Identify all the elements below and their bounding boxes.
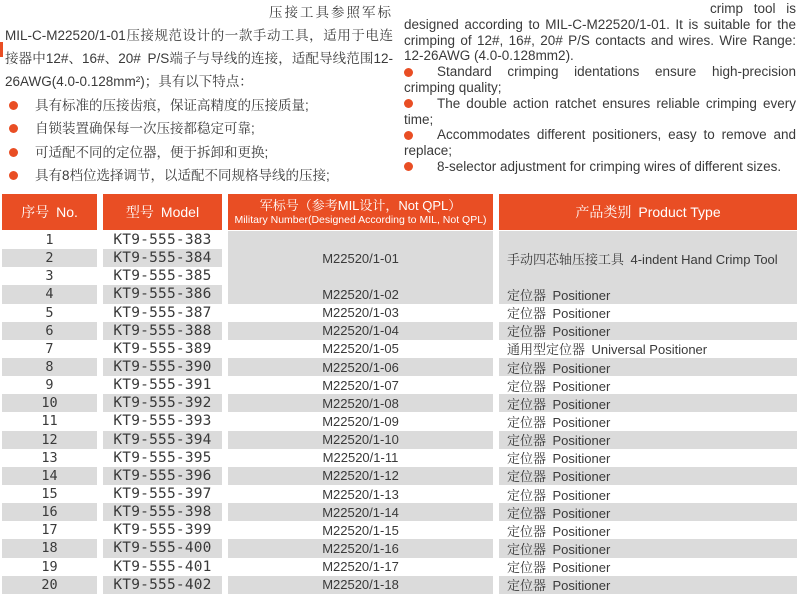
bullet-icon	[404, 68, 413, 77]
cell-model: KT9-555-390	[103, 358, 222, 376]
intro-section-chinese	[5, 1, 393, 188]
feature-item-cn	[5, 141, 393, 164]
cell-no: 1	[45, 232, 54, 249]
cell-model: KT9-555-389	[113, 340, 212, 357]
cell-military-number: M22520/1-04	[228, 322, 493, 340]
cell-no: 17	[41, 522, 58, 539]
page-edge-accent-mark	[0, 42, 3, 57]
cell-no: 10	[2, 394, 97, 412]
cell-no: 2	[2, 249, 97, 267]
feature-item-en-text: Accommodates different positioners, easy to remove and replace;	[404, 127, 796, 159]
cell-model: KT9-555-401	[113, 558, 212, 575]
cell-product-type: 定位器 Positioner	[499, 322, 797, 340]
cell-military-number: M22520/1-08	[228, 394, 493, 412]
table-body	[2, 231, 798, 594]
cell-product-type: 定位器 Positioner	[499, 503, 797, 521]
header-military-label-cn: 军标号（参考MIL设计，Not QPL）	[259, 198, 462, 213]
cell-military-number: M22520/1-05	[322, 341, 399, 357]
bullet-icon	[9, 101, 18, 110]
header-model	[103, 194, 222, 230]
cell-military-number: M22520/1-16	[228, 539, 493, 557]
cell-model: KT9-555-397	[113, 486, 212, 503]
feature-item-en	[404, 127, 796, 159]
cell-military-number: M22520/1-11	[322, 450, 399, 466]
cell-product-type: 定位器 Positioner	[499, 576, 797, 594]
cell-military-number: M22520/1-10	[228, 431, 493, 449]
cell-military-number: M22520/1-09	[322, 413, 399, 429]
cell-no: 8	[2, 358, 97, 376]
cell-product-type: 定位器 Positioner	[499, 358, 797, 376]
cell-military-number: M22520/1-02	[228, 285, 493, 303]
cell-military-number: M22520/1-18	[228, 576, 493, 594]
intro-lead-fragment-en: crimp tool is	[709, 1, 796, 16]
cell-military-number: M22520/1-03	[322, 305, 399, 321]
feature-item-en-text: 8-selector adjustment for crimping wires of different sizes.	[437, 158, 782, 174]
cell-product-type: 定位器 Positioner	[507, 487, 611, 503]
feature-list-cn	[5, 94, 393, 188]
cell-product-type: 定位器 Positioner	[507, 451, 611, 467]
cell-military-number: M22520/1-17	[322, 559, 399, 575]
cell-no: 13	[41, 449, 58, 466]
feature-item-cn	[5, 164, 393, 187]
bullet-icon	[404, 99, 413, 108]
cell-no: 5	[45, 304, 54, 321]
cell-military-number: M22520/1-01	[228, 231, 493, 285]
feature-item-en	[404, 64, 796, 96]
cell-model: KT9-555-391	[113, 377, 212, 394]
header-model-label: 型号 Model	[125, 203, 200, 220]
cell-military-number: M22520/1-07	[322, 377, 399, 393]
bullet-icon	[9, 171, 18, 180]
feature-item-cn-text: 可适配不同的定位器，便于拆卸和更换;	[35, 144, 269, 160]
bullet-icon	[9, 148, 18, 157]
cell-no: 7	[45, 340, 54, 357]
cell-product-type: 定位器 Positioner	[499, 394, 797, 412]
cell-model: KT9-555-387	[113, 304, 212, 321]
intro-paragraph-en: designed according to MIL-C-M22520/1-01. It is suitable for the crimping of 12#, 16#, 20# P/S contacts and wires. Wire Range: 12-26AWG (4.0-0.128mm2).	[404, 16, 796, 64]
feature-item-cn-text: 具有8档位选择调节，以适配不同规格导线的压接;	[35, 168, 330, 184]
product-table	[2, 194, 798, 594]
feature-item-cn-text: 自锁装置确保每一次压接都稳定可靠;	[35, 121, 255, 137]
header-product-type	[499, 194, 797, 230]
bullet-icon	[9, 124, 18, 133]
cell-no: 11	[41, 413, 58, 430]
feature-item-cn	[5, 94, 393, 117]
cell-model: KT9-555-385	[113, 268, 212, 285]
cell-product-type: 定位器 Positioner	[507, 414, 611, 430]
cell-military-number: M22520/1-12	[228, 467, 493, 485]
intro-heading-cn: 压接工具参照军标	[269, 5, 393, 20]
header-no-label: 序号 No.	[21, 203, 78, 220]
cell-no: 14	[2, 467, 97, 485]
cell-product-type: 定位器 Positioner	[507, 378, 611, 394]
cell-product-type: 定位器 Positioner	[499, 285, 797, 303]
cell-no: 9	[45, 377, 54, 394]
cell-military-number: M22520/1-06	[228, 358, 493, 376]
cell-model: KT9-555-386	[103, 285, 222, 303]
feature-item-cn-text: 具有标准的压接齿痕，保证高精度的压接质量;	[35, 98, 309, 113]
bullet-icon	[404, 162, 413, 171]
header-military-label-en: Military Number(Designed According to MIL, Not QPL)	[234, 214, 487, 226]
cell-no: 19	[41, 558, 58, 575]
cell-product-type: 定位器 Positioner	[507, 306, 611, 322]
cell-military-number: M22520/1-15	[322, 522, 399, 538]
cell-model: KT9-555-388	[103, 322, 222, 340]
cell-no: 20	[2, 576, 97, 594]
header-no	[2, 194, 97, 230]
cell-product-type: 定位器 Positioner	[507, 523, 611, 539]
feature-item-en	[404, 159, 796, 175]
intro-paragraph-cn: MIL-C-M22520/1-01压接规范设计的一款手动工具，适用于电连接器中12#、16#、20# P/S端子与导线的连接，适配导线范围12-26AWG(4.0-0.128mm²)；具有以下特点：	[5, 28, 393, 89]
cell-model: KT9-555-402	[103, 576, 222, 594]
cell-product-type: 定位器 Positioner	[507, 560, 611, 576]
feature-item-en-text: Standard crimping identations ensure high-precision crimping quality;	[404, 64, 796, 95]
cell-military-number: M22520/1-14	[228, 503, 493, 521]
cell-model: KT9-555-399	[113, 522, 212, 539]
table-header-row	[2, 194, 798, 230]
cell-product-type: 手动四芯轴压接工具 4-indent Hand Crimp Tool	[499, 231, 797, 285]
cell-no: 6	[2, 322, 97, 340]
feature-item-en-text: The double action ratchet ensures reliable crimping every time;	[404, 95, 796, 127]
feature-item-cn	[5, 117, 393, 140]
bullet-icon	[404, 131, 413, 140]
cell-no: 4	[2, 285, 97, 303]
cell-model: KT9-555-383	[113, 232, 212, 249]
cell-product-type: 通用型定位器 Universal Positioner	[507, 342, 708, 358]
cell-model: KT9-555-396	[103, 467, 222, 485]
cell-product-type: 定位器 Positioner	[499, 467, 797, 485]
cell-no: 16	[2, 503, 97, 521]
cell-no: 15	[41, 486, 58, 503]
cell-model: KT9-555-393	[113, 413, 212, 430]
cell-no: 18	[2, 539, 97, 557]
cell-model: KT9-555-400	[103, 539, 222, 557]
feature-item-en	[404, 96, 796, 128]
cell-product-type: 定位器 Positioner	[499, 539, 797, 557]
feature-list-en	[404, 64, 796, 175]
cell-model: KT9-555-398	[103, 503, 222, 521]
cell-model: KT9-555-392	[103, 394, 222, 412]
cell-no: 3	[45, 268, 54, 285]
cell-no: 12	[2, 431, 97, 449]
header-product-type-label: 产品类别 Product Type	[575, 203, 721, 220]
cell-model: KT9-555-384	[103, 249, 222, 267]
cell-military-number: M22520/1-13	[322, 486, 399, 502]
cell-product-type: 定位器 Positioner	[499, 431, 797, 449]
intro-section-english	[404, 1, 796, 175]
header-military-number	[228, 194, 493, 230]
cell-model: KT9-555-394	[103, 431, 222, 449]
cell-model: KT9-555-395	[113, 449, 212, 466]
